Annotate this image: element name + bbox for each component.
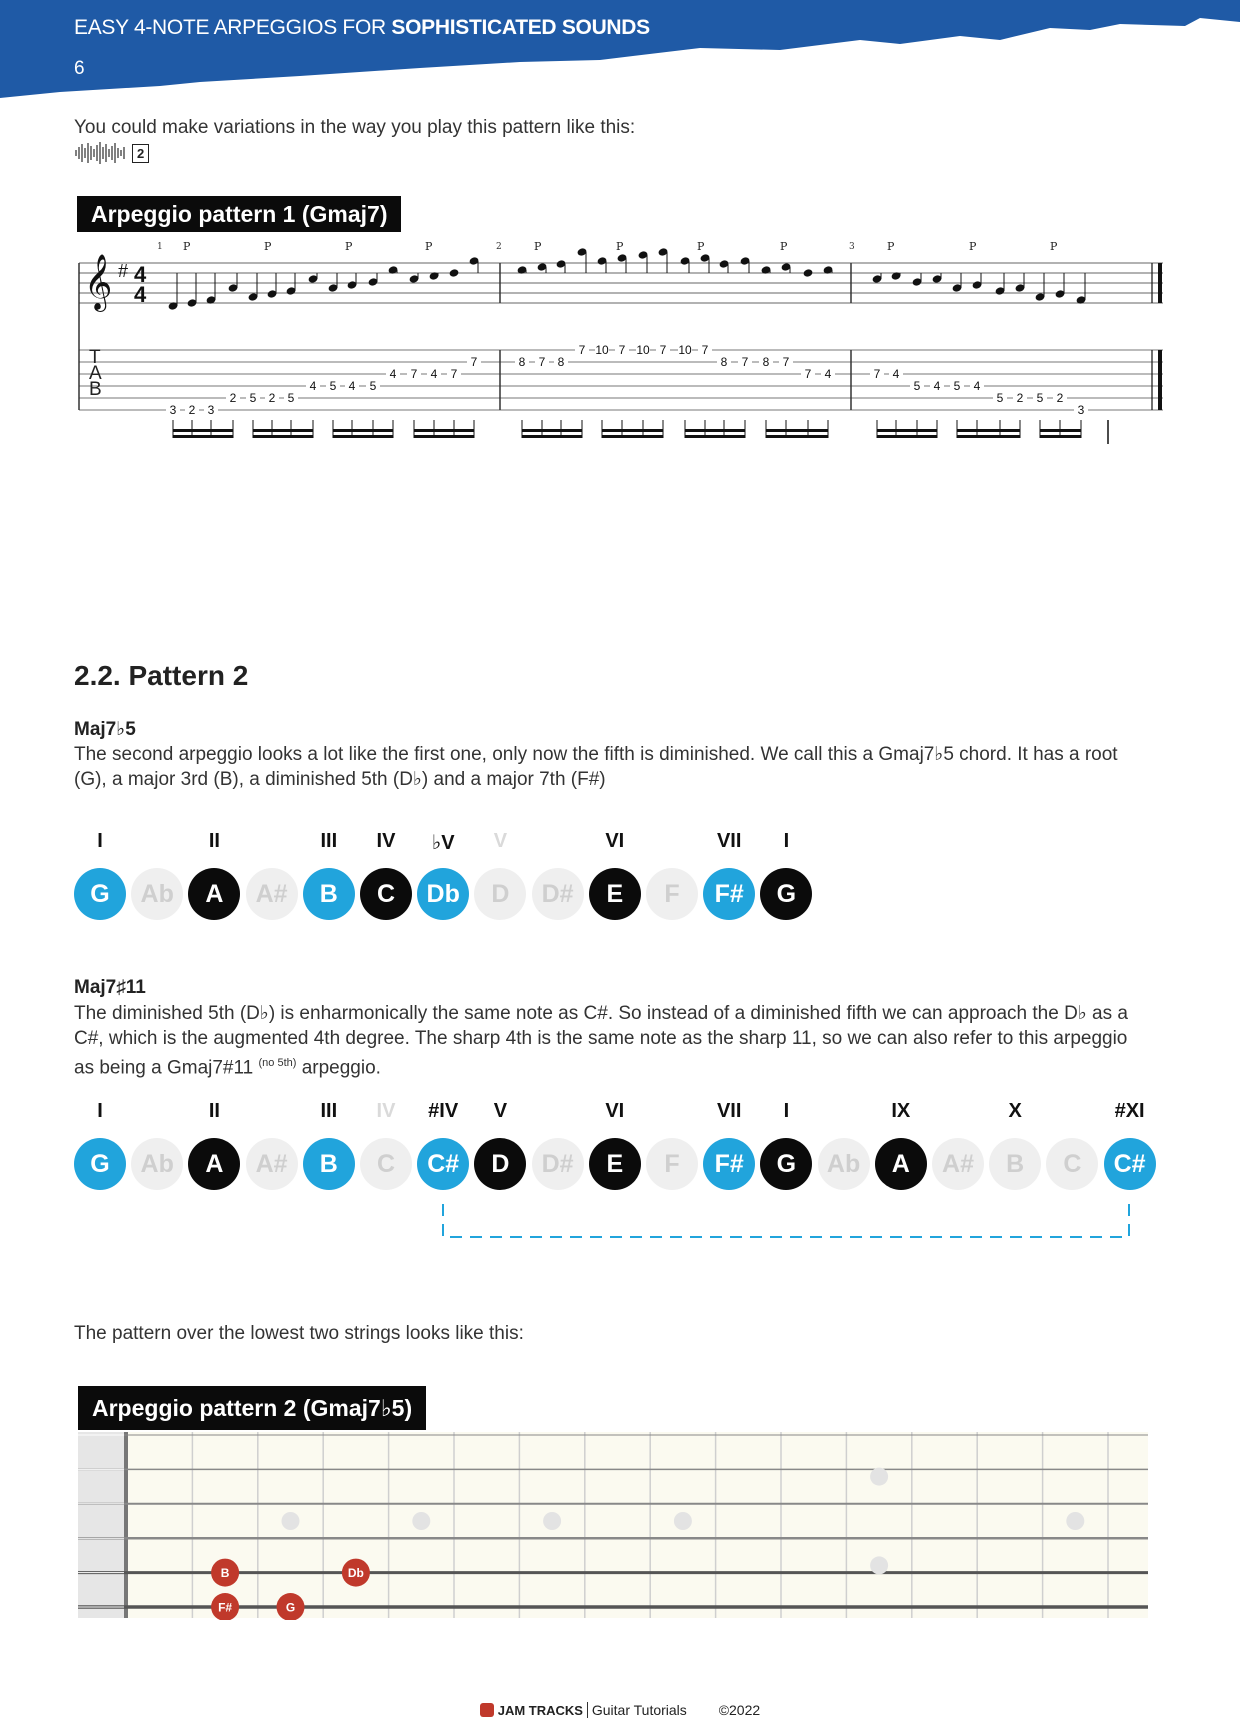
scale1-degree-label: ♭V [431, 832, 455, 854]
tab-beam [173, 435, 233, 438]
tab-letter: T [89, 347, 101, 368]
pull-off-mark: P [1050, 240, 1058, 253]
scale2-note-circle: C [360, 1138, 412, 1190]
tab-fret-number: 7 [450, 367, 458, 381]
notehead [803, 268, 814, 278]
pull-off-mark: P [534, 240, 542, 253]
tab-fret-number: 4 [309, 379, 317, 393]
lowest-strings-text: The pattern over the lowest two strings looks like this: [74, 1323, 524, 1344]
scale1-degree-label: VI [605, 830, 625, 852]
tab-beam [414, 435, 474, 438]
scale2-note-circle: C# [1104, 1138, 1156, 1190]
tab-fret-number: 3 [169, 403, 177, 417]
tab-beam [414, 429, 474, 432]
tab-beam [602, 429, 663, 432]
tab-fret-number: 8 [557, 355, 565, 369]
tab-beam [877, 429, 937, 432]
tab-fret-number: 10 [678, 343, 692, 357]
pull-off-mark: P [345, 240, 353, 253]
tab-fret-number: 7 [410, 367, 418, 381]
scale1-note-circle: D [474, 868, 526, 920]
section-title: 2.2. Pattern 2 [74, 660, 249, 691]
sub2-title: Maj7♯11 [74, 977, 146, 998]
tab-fret-number: 2 [1016, 391, 1024, 405]
fretboard-label: Arpeggio pattern 2 (Gmaj7♭5) [78, 1386, 426, 1430]
scale2-degree-label: #XI [1114, 1100, 1145, 1122]
scale2-degree-label: X [1008, 1100, 1022, 1122]
scale2-note-circle: A [875, 1138, 927, 1190]
tab-fret-number: 4 [389, 367, 397, 381]
tab1-label: Arpeggio pattern 1 (Gmaj7) [77, 196, 401, 232]
sub1-title: Maj7♭5 [74, 719, 136, 740]
scale2-note-circle: G [760, 1138, 812, 1190]
time-sig-top: 4 [134, 262, 147, 287]
scale1-degree-label: II [208, 830, 220, 852]
tab-fret-number: 7 [701, 343, 709, 357]
pull-off-mark: P [616, 240, 624, 253]
nut [124, 1432, 128, 1618]
tab-fret-number: 7 [538, 355, 546, 369]
inlay-dot [870, 1468, 888, 1486]
scale1-degree-label: III [320, 830, 338, 852]
tab-beam [877, 435, 937, 438]
tab-beam [522, 435, 582, 438]
scale1-degree-label: VII [716, 830, 742, 852]
tab-fret-number: 2 [1056, 391, 1064, 405]
scale2-note-circle: D# [532, 1138, 584, 1190]
audio-player[interactable] [74, 140, 149, 166]
scale2-note-circle: E [589, 1138, 641, 1190]
scale1-chart [0, 830, 1240, 930]
sub1-text: The second arpeggio looks a lot like the first one, only now the fifth is diminished. We call this a Gmaj7♭5 chord. It has a root (G), a major 3rd (B), a diminished 5th (D♭) and a major 7th (F#) [74, 744, 1118, 790]
tab-fret-number: 2 [188, 403, 196, 417]
tab-fret-number: 7 [741, 355, 749, 369]
tab-fret-number: 4 [973, 379, 981, 393]
jamtracks-logo-icon [480, 1703, 494, 1717]
fretboard-note-label: Db [347, 1566, 364, 1581]
pull-off-mark: P [425, 240, 433, 253]
scale1-degree-label: I [783, 830, 790, 852]
tab-beam [957, 429, 1020, 432]
intro-text: You could make variations in the way you play this pattern like this: [74, 117, 636, 138]
footer-brand: JAM TRACKS [497, 1703, 583, 1718]
scale1-note-circle: G [74, 868, 126, 920]
bar-number: 2 [496, 242, 502, 252]
tab-letter: B [89, 379, 102, 400]
tab-fret-number: 4 [933, 379, 941, 393]
tab-beam [1040, 429, 1081, 432]
scale2-note-circle: Ab [131, 1138, 183, 1190]
tab-beam [602, 435, 663, 438]
tab-fret-number: 7 [782, 355, 790, 369]
fretboard-note-label: B [220, 1566, 230, 1581]
scale1-note-circle: D# [532, 868, 584, 920]
tab-beam [766, 435, 828, 438]
fretboard-diagram [0, 1420, 1240, 1620]
scale2-degree-label: I [783, 1100, 790, 1122]
footer [0, 1702, 1240, 1718]
tab-fret-number: 8 [762, 355, 770, 369]
scale2-note-circle: F# [703, 1138, 755, 1190]
treble-clef-icon: 𝄞 [84, 254, 113, 310]
scale1-note-circle: B [303, 868, 355, 920]
scale1-note-circle: G [760, 868, 812, 920]
scale2-degree-label: IX [891, 1100, 911, 1122]
scale1-degree-label: V [493, 830, 508, 852]
tab-fret-number: 5 [249, 391, 257, 405]
tab-fret-number: 5 [913, 379, 921, 393]
tab-fret-number: 4 [348, 379, 356, 393]
fretboard-note-label: G [285, 1600, 296, 1615]
scale1-note-circle: E [589, 868, 641, 920]
inlay-dot [412, 1512, 430, 1530]
headstock [78, 1432, 127, 1618]
scale2-note-circle: A# [932, 1138, 984, 1190]
tab-fret-number: 2 [268, 391, 276, 405]
scale2-note-circle: C [1046, 1138, 1098, 1190]
audio-track-number: 2 [132, 144, 149, 163]
scale2-degree-label: IV [376, 1100, 396, 1122]
tab-fret-number: 5 [287, 391, 295, 405]
bar-number: 1 [157, 242, 163, 252]
footer-product: Guitar Tutorials [587, 1702, 687, 1718]
inlay-dot [1066, 1512, 1084, 1530]
scale2-degree-label: III [320, 1100, 338, 1122]
scale2-note-circle: C# [417, 1138, 469, 1190]
scale2-note-circle: Ab [818, 1138, 870, 1190]
header-banner [0, 0, 1240, 100]
tab-fret-number: 8 [720, 355, 728, 369]
tab-fret-number: 5 [996, 391, 1004, 405]
scale1-note-circle: C [360, 868, 412, 920]
tab-fret-number: 3 [207, 403, 215, 417]
scale1-note-circle: A [188, 868, 240, 920]
inlay-dot [543, 1512, 561, 1530]
tab-fret-number: 3 [1077, 403, 1085, 417]
fretboard-note-label: F# [218, 1600, 233, 1615]
pull-off-mark: P [780, 240, 788, 253]
key-sharp: # [118, 261, 129, 281]
pull-off-mark: P [183, 240, 191, 253]
tab-beam [253, 435, 313, 438]
tab-beam [957, 435, 1020, 438]
tab-fret-number: 7 [804, 367, 812, 381]
tab-fret-number: 7 [470, 355, 478, 369]
scale1-note-circle: F# [703, 868, 755, 920]
tab-beam [522, 429, 582, 432]
tab-beam [173, 429, 233, 432]
inlay-dot [282, 1512, 300, 1530]
scale2-note-circle: B [989, 1138, 1041, 1190]
tab-fret-number: 10 [636, 343, 650, 357]
octave-bracket [0, 1200, 1240, 1250]
footer-copyright: ©2022 [718, 1702, 761, 1718]
tab-fret-number: 8 [518, 355, 526, 369]
pull-off-mark: P [887, 240, 895, 253]
tab-fret-number: 5 [329, 379, 337, 393]
scale1-note-circle: Db [417, 868, 469, 920]
tab-fret-number: 7 [873, 367, 881, 381]
inlay-dot [674, 1512, 692, 1530]
tab1-notation [0, 220, 1240, 460]
scale2-degree-label: V [493, 1100, 508, 1122]
tab-fret-number: 4 [824, 367, 832, 381]
scale1-note-circle: Ab [131, 868, 183, 920]
tab-fret-number: 7 [659, 343, 667, 357]
sub2-text: The diminished 5th (D♭) is enharmonically the same note as C#. So instead of a diminished fifth we can approach the D♭ as a C#, which is the augmented 4th degree. The sharp 4th is the same note as the sharp 11, so we can also refer to this arpeggio as being a Gmaj7#11 $^{(no 5th)}$ arpeggio. [74, 1003, 1128, 1079]
tab-beam [253, 429, 313, 432]
tab-letter: A [89, 363, 102, 384]
scale2-note-circle: G [74, 1138, 126, 1190]
scale2-note-circle: D [474, 1138, 526, 1190]
scale2-degree-label: II [208, 1100, 220, 1122]
scale2-note-circle: A# [246, 1138, 298, 1190]
scale2-degree-label: VI [605, 1100, 625, 1122]
tab-beam [1040, 435, 1081, 438]
tab-fret-number: 5 [1036, 391, 1044, 405]
fretboard-bg [78, 1432, 1148, 1618]
tab-beam [685, 429, 745, 432]
document-title: EASY 4-NOTE ARPEGGIOS FOR SOPHISTICATED SOUNDS [74, 16, 650, 39]
time-sig-bottom: 4 [134, 282, 147, 307]
pull-off-mark: P [697, 240, 705, 253]
scale2-degree-label: #IV [428, 1100, 459, 1122]
tab-fret-number: 2 [229, 391, 237, 405]
tab-beam [685, 435, 745, 438]
tab-fret-number: 5 [369, 379, 377, 393]
tab-beam [333, 435, 393, 438]
pull-off-mark: P [264, 240, 272, 253]
scale2-degree-label: I [97, 1100, 103, 1122]
waveform-icon [74, 141, 126, 165]
notehead [449, 268, 460, 278]
scale1-note-circle: A# [246, 868, 298, 920]
tab-fret-number: 7 [578, 343, 586, 357]
tab-beam [766, 429, 828, 432]
superscript-note: (no 5th) [258, 1057, 297, 1069]
scale2-note-circle: F [646, 1138, 698, 1190]
inlay-dot [870, 1556, 888, 1574]
pull-off-mark: P [969, 240, 977, 253]
tab-fret-number: 4 [430, 367, 438, 381]
scale2-note-circle: A [188, 1138, 240, 1190]
scale1-note-circle: F [646, 868, 698, 920]
page-number: 6 [74, 58, 85, 79]
scale1-degree-label: I [97, 830, 103, 852]
scale1-degree-label: IV [376, 830, 396, 852]
tab-fret-number: 5 [953, 379, 961, 393]
tab-beam [333, 429, 393, 432]
bar-number: 3 [849, 242, 855, 252]
tab-fret-number: 7 [618, 343, 626, 357]
tab-fret-number: 4 [892, 367, 900, 381]
tab-fret-number: 10 [595, 343, 609, 357]
scale2-note-circle: B [303, 1138, 355, 1190]
scale2-degree-label: VII [716, 1100, 742, 1122]
